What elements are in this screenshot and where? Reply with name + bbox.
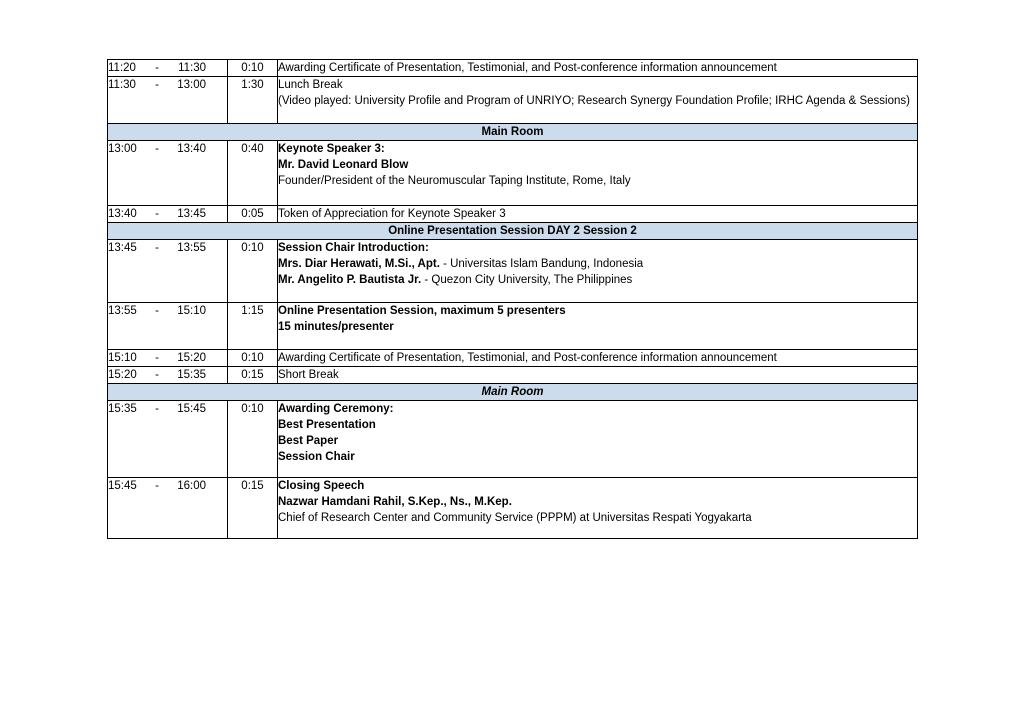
time-end: 13:40	[177, 143, 206, 155]
time-separator: -	[155, 352, 159, 364]
description-line: 15 minutes/presenter	[278, 321, 394, 333]
time-separator: -	[155, 480, 159, 492]
description-cell	[278, 350, 918, 367]
schedule-table-body	[108, 60, 918, 539]
time-cell	[108, 60, 228, 77]
time-separator: -	[155, 369, 159, 381]
schedule-table	[107, 59, 918, 539]
time-start: 13:00	[108, 143, 137, 155]
description-cell	[278, 77, 918, 124]
table-row	[108, 206, 918, 223]
section-banner-label: Online Presentation Session DAY 2 Session 2	[108, 223, 918, 240]
time-end: 13:55	[177, 242, 206, 254]
duration-cell: 0:10	[228, 60, 278, 77]
description-line: Founder/President of the Neuromuscular Taping Institute, Rome, Italy	[278, 175, 631, 187]
description-line: (Video played: University Profile and Program of UNRIYO; Research Synergy Foundation Profile; IRHC Agenda & Sessions)	[278, 95, 910, 107]
description-line: Session Chair Introduction:	[278, 242, 429, 254]
time-separator: -	[155, 305, 159, 317]
time-cell	[108, 77, 228, 124]
duration-cell: 0:10	[228, 350, 278, 367]
time-cell	[108, 240, 228, 303]
description-line: Chief of Research Center and Community Service (PPPM) at Universitas Respati Yogyakarta	[278, 512, 752, 524]
time-cell	[108, 478, 228, 539]
description-line: Session Chair	[278, 451, 355, 463]
time-end: 13:45	[177, 208, 206, 220]
description-line-affiliation: - Universitas Islam Bandung, Indonesia	[439, 258, 644, 270]
description-line: Short Break	[278, 369, 339, 381]
time-end: 16:00	[177, 480, 206, 492]
table-row	[108, 141, 918, 206]
description-line	[278, 272, 917, 288]
time-separator: -	[155, 242, 159, 254]
time-end: 15:20	[177, 352, 206, 364]
duration-cell: 0:10	[228, 240, 278, 303]
table-row	[108, 77, 918, 124]
time-start: 11:20	[108, 62, 136, 74]
description-cell	[278, 401, 918, 478]
description-cell	[278, 478, 918, 539]
time-cell	[108, 367, 228, 384]
time-end: 15:35	[177, 369, 206, 381]
description-line: Awarding Certificate of Presentation, Testimonial, and Post-conference information announcement	[278, 62, 777, 74]
row-spacer	[278, 189, 917, 205]
table-row	[108, 367, 918, 384]
time-cell	[108, 303, 228, 350]
time-separator: -	[155, 79, 159, 91]
description-cell	[278, 141, 918, 206]
duration-cell: 0:15	[228, 367, 278, 384]
time-start: 13:55	[108, 305, 137, 317]
table-row	[108, 303, 918, 350]
description-line: Mr. David Leonard Blow	[278, 159, 409, 171]
table-row	[108, 401, 918, 478]
time-separator: -	[155, 62, 159, 74]
description-line-name: Mr. Angelito P. Bautista Jr.	[278, 274, 422, 286]
duration-cell: 1:30	[228, 77, 278, 124]
time-separator: -	[155, 143, 159, 155]
table-row	[108, 350, 918, 367]
table-row	[108, 478, 918, 539]
time-start: 13:40	[108, 208, 137, 220]
description-line: Lunch Break	[278, 79, 343, 91]
description-cell	[278, 206, 918, 223]
time-start: 15:45	[108, 480, 137, 492]
description-line-affiliation: - Quezon City University, The Philippines	[421, 274, 633, 286]
duration-cell: 1:15	[228, 303, 278, 350]
time-cell	[108, 206, 228, 223]
description-cell	[278, 303, 918, 350]
description-line: Best Paper	[278, 435, 339, 447]
time-cell	[108, 141, 228, 206]
table-row	[108, 240, 918, 303]
time-start: 15:20	[108, 369, 137, 381]
description-line: Keynote Speaker 3:	[278, 143, 385, 155]
description-cell	[278, 240, 918, 303]
section-banner-label: Main Room	[108, 124, 918, 141]
description-line	[278, 256, 917, 272]
time-start: 15:35	[108, 403, 137, 415]
table-row	[108, 60, 918, 77]
description-line-name: Mrs. Diar Herawati, M.Si., Apt.	[278, 258, 440, 270]
description-cell	[278, 367, 918, 384]
time-start: 13:45	[108, 242, 137, 254]
duration-cell: 0:05	[228, 206, 278, 223]
time-cell	[108, 350, 228, 367]
time-cell	[108, 401, 228, 478]
row-spacer	[278, 526, 917, 538]
section-banner-label: Main Room	[108, 384, 918, 401]
row-spacer	[278, 465, 917, 477]
description-line: Awarding Certificate of Presentation, Testimonial, and Post-conference information announcement	[278, 352, 777, 364]
description-line: Closing Speech	[278, 480, 365, 492]
description-cell	[278, 60, 918, 77]
section-banner-row	[108, 124, 918, 141]
time-separator: -	[155, 208, 159, 220]
row-spacer	[278, 288, 917, 302]
description-line: Token of Appreciation for Keynote Speaker 3	[278, 208, 506, 220]
time-end: 15:10	[177, 305, 206, 317]
description-line: Awarding Ceremony:	[278, 403, 394, 415]
row-spacer	[278, 109, 917, 123]
duration-cell: 0:40	[228, 141, 278, 206]
description-line: Nazwar Hamdani Rahil, S.Kep., Ns., M.Kep.	[278, 496, 512, 508]
description-line: Best Presentation	[278, 419, 376, 431]
duration-cell: 0:10	[228, 401, 278, 478]
duration-cell: 0:15	[228, 478, 278, 539]
time-end: 13:00	[177, 79, 206, 91]
time-end: 15:45	[177, 403, 206, 415]
time-start: 11:30	[108, 79, 136, 91]
row-spacer	[278, 335, 917, 349]
section-banner-row	[108, 223, 918, 240]
time-start: 15:10	[108, 352, 137, 364]
time-separator: -	[155, 403, 159, 415]
time-end: 11:30	[178, 62, 206, 74]
section-banner-row	[108, 384, 918, 401]
description-line: Online Presentation Session, maximum 5 presenters	[278, 305, 566, 317]
